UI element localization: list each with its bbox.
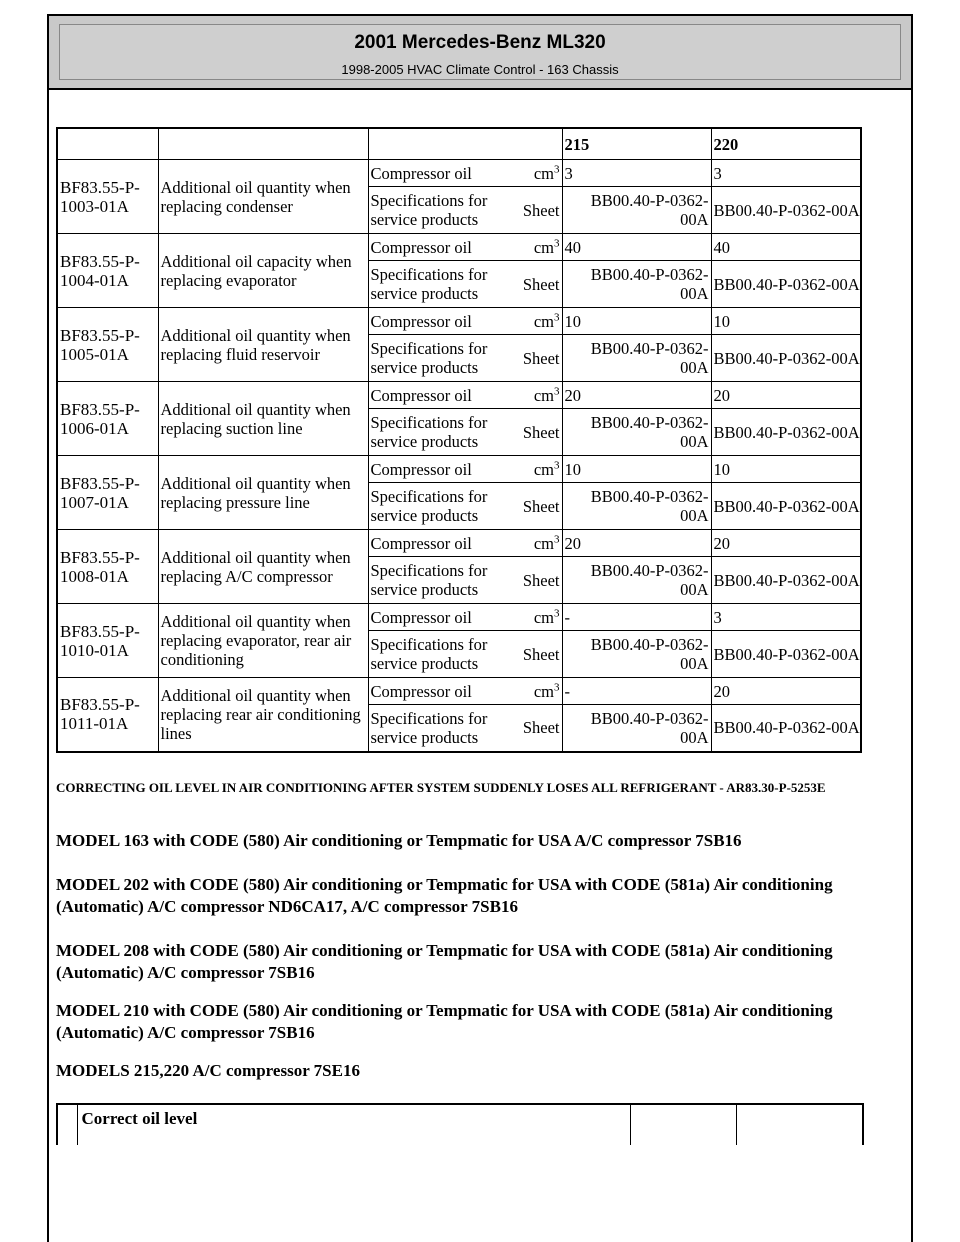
unit-exponent: 3	[554, 533, 560, 545]
value-220: 3	[711, 604, 861, 631]
model-paragraph: MODEL 163 with CODE (580) Air conditioning or Tempmatic for USA A/C compressor 7SB16	[56, 831, 742, 850]
unit-cell: Sheet	[518, 335, 562, 382]
unit-text: cm	[533, 385, 554, 405]
value-220: BB00.40-P-0362-00A	[711, 335, 861, 382]
page-header	[47, 14, 913, 90]
unit-exponent: 3	[554, 681, 560, 693]
unit-exponent: 3	[554, 607, 560, 619]
unit-text: cm	[533, 607, 554, 627]
procedure-description: Additional oil quantity when replacing pressure line	[158, 456, 368, 530]
value-215: BB00.40-P-0362-00A	[562, 705, 711, 752]
empty-cell	[630, 1104, 736, 1145]
procedure-description: Additional oil quantity when replacing suction line	[158, 382, 368, 456]
value-215: -	[562, 604, 711, 631]
item-label: Specifications for service products	[368, 409, 518, 456]
procedure-id: BF83.55-P-1004-01A	[57, 234, 158, 308]
unit-text: cm	[533, 163, 554, 183]
table-row	[57, 308, 861, 335]
procedure-id: BF83.55-P-1006-01A	[57, 382, 158, 456]
header-cell	[57, 128, 158, 160]
table-header-row	[57, 1104, 863, 1145]
value-215: 10	[562, 308, 711, 335]
item-label: Specifications for service products	[368, 557, 518, 604]
procedure-id: BF83.55-P-1007-01A	[57, 456, 158, 530]
value-220: 40	[711, 234, 861, 261]
unit-text: cm	[533, 459, 554, 479]
value-215: 20	[562, 382, 711, 409]
value-220: BB00.40-P-0362-00A	[711, 261, 861, 308]
unit-exponent: 3	[554, 237, 560, 249]
unit-cell: Sheet	[518, 187, 562, 234]
unit-cell: Sheet	[518, 631, 562, 678]
value-220: 20	[711, 382, 861, 409]
item-label: Specifications for service products	[368, 335, 518, 382]
value-220: BB00.40-P-0362-00A	[711, 409, 861, 456]
unit-exponent: 3	[554, 459, 560, 471]
page-subtitle: 1998-2005 HVAC Climate Control - 163 Chassis	[341, 62, 619, 77]
procedure-id: BF83.55-P-1008-01A	[57, 530, 158, 604]
procedure-description: Additional oil quantity when replacing A/C compressor	[158, 530, 368, 604]
value-215: 10	[562, 456, 711, 483]
value-220: BB00.40-P-0362-00A	[711, 483, 861, 530]
page-border-right	[911, 90, 913, 1242]
table-header-row	[57, 128, 861, 160]
value-220: 10	[711, 308, 861, 335]
table-row	[57, 530, 861, 557]
table-row	[57, 604, 861, 631]
section-heading: CORRECTING OIL LEVEL IN AIR CONDITIONING AFTER SYSTEM SUDDENLY LOSES ALL REFRIGERANT - AR83.30-P-5253E	[56, 780, 826, 795]
procedure-description: Additional oil quantity when replacing condenser	[158, 160, 368, 234]
unit-text: cm	[533, 681, 554, 701]
value-220: 10	[711, 456, 861, 483]
procedure-description: Additional oil quantity when replacing evaporator, rear air conditioning	[158, 604, 368, 678]
item-label: Specifications for service products	[368, 705, 518, 752]
procedure-description: Additional oil capacity when replacing evaporator	[158, 234, 368, 308]
model-paragraph: MODEL 208 with CODE (580) Air conditioning or Tempmatic for USA with CODE (581a) Air conditioning (Automatic) A/C compressor 7SB16	[56, 941, 833, 982]
value-215: BB00.40-P-0362-00A	[562, 557, 711, 604]
page-title: 2001 Mercedes-Benz ML320	[354, 32, 606, 53]
empty-cell	[57, 1104, 77, 1145]
item-label: Specifications for service products	[368, 483, 518, 530]
procedure-id: BF83.55-P-1003-01A	[57, 160, 158, 234]
value-220: 20	[711, 678, 861, 705]
value-215: 20	[562, 530, 711, 557]
value-220: 3	[711, 160, 861, 187]
value-215: BB00.40-P-0362-00A	[562, 335, 711, 382]
unit-cell	[518, 234, 562, 261]
table-row	[57, 678, 861, 705]
unit-cell: Sheet	[518, 705, 562, 752]
item-label: Compressor oil	[368, 456, 518, 483]
value-220: BB00.40-P-0362-00A	[711, 705, 861, 752]
item-label: Compressor oil	[368, 382, 518, 409]
header-cell-220: 220	[711, 128, 861, 160]
unit-cell	[518, 530, 562, 557]
unit-cell	[518, 308, 562, 335]
unit-text: cm	[533, 237, 554, 257]
unit-cell	[518, 604, 562, 631]
value-215: 3	[562, 160, 711, 187]
unit-exponent: 3	[554, 311, 560, 323]
oil-quantity-table	[56, 127, 862, 753]
unit-cell	[518, 678, 562, 705]
procedure-description: Additional oil quantity when replacing fluid reservoir	[158, 308, 368, 382]
item-label: Compressor oil	[368, 160, 518, 187]
value-215: -	[562, 678, 711, 705]
item-label: Compressor oil	[368, 530, 518, 557]
value-220: 20	[711, 530, 861, 557]
header-cell	[158, 128, 368, 160]
unit-text: cm	[533, 311, 554, 331]
unit-text: cm	[533, 533, 554, 553]
value-220: BB00.40-P-0362-00A	[711, 187, 861, 234]
header-cell-215: 215	[562, 128, 711, 160]
value-220: BB00.40-P-0362-00A	[711, 557, 861, 604]
value-220: BB00.40-P-0362-00A	[711, 631, 861, 678]
unit-cell: Sheet	[518, 557, 562, 604]
unit-cell: Sheet	[518, 409, 562, 456]
value-215: BB00.40-P-0362-00A	[562, 261, 711, 308]
table-row	[57, 234, 861, 261]
header-cell	[368, 128, 518, 160]
correct-oil-level-table	[56, 1103, 864, 1145]
unit-cell	[518, 456, 562, 483]
value-215: BB00.40-P-0362-00A	[562, 409, 711, 456]
unit-cell: Sheet	[518, 483, 562, 530]
oil-level-header: Correct oil level	[77, 1104, 630, 1145]
unit-cell	[518, 382, 562, 409]
item-label: Specifications for service products	[368, 261, 518, 308]
header-cell	[518, 128, 562, 160]
unit-cell	[518, 160, 562, 187]
procedure-id: BF83.55-P-1010-01A	[57, 604, 158, 678]
page-border-left	[47, 90, 49, 1242]
value-215: 40	[562, 234, 711, 261]
unit-exponent: 3	[554, 163, 560, 175]
model-paragraph: MODELS 215,220 A/C compressor 7SE16	[56, 1061, 360, 1080]
unit-cell: Sheet	[518, 261, 562, 308]
value-215: BB00.40-P-0362-00A	[562, 631, 711, 678]
value-215: BB00.40-P-0362-00A	[562, 187, 711, 234]
item-label: Compressor oil	[368, 604, 518, 631]
model-paragraph: MODEL 210 with CODE (580) Air conditioning or Tempmatic for USA with CODE (581a) Air conditioning (Automatic) A/C compressor 7SB16	[56, 1001, 833, 1042]
procedure-description: Additional oil quantity when replacing rear air conditioning lines	[158, 678, 368, 752]
item-label: Compressor oil	[368, 234, 518, 261]
table-row	[57, 160, 861, 187]
item-label: Specifications for service products	[368, 187, 518, 234]
empty-cell	[736, 1104, 863, 1145]
table-row	[57, 382, 861, 409]
procedure-id: BF83.55-P-1005-01A	[57, 308, 158, 382]
unit-exponent: 3	[554, 385, 560, 397]
table-row	[57, 456, 861, 483]
procedure-id: BF83.55-P-1011-01A	[57, 678, 158, 752]
item-label: Compressor oil	[368, 678, 518, 705]
model-paragraph: MODEL 202 with CODE (580) Air conditioning or Tempmatic for USA with CODE (581a) Air conditioning (Automatic) A/C compressor ND6CA17, A/C compressor 7SB16	[56, 875, 833, 916]
value-215: BB00.40-P-0362-00A	[562, 483, 711, 530]
item-label: Compressor oil	[368, 308, 518, 335]
item-label: Specifications for service products	[368, 631, 518, 678]
